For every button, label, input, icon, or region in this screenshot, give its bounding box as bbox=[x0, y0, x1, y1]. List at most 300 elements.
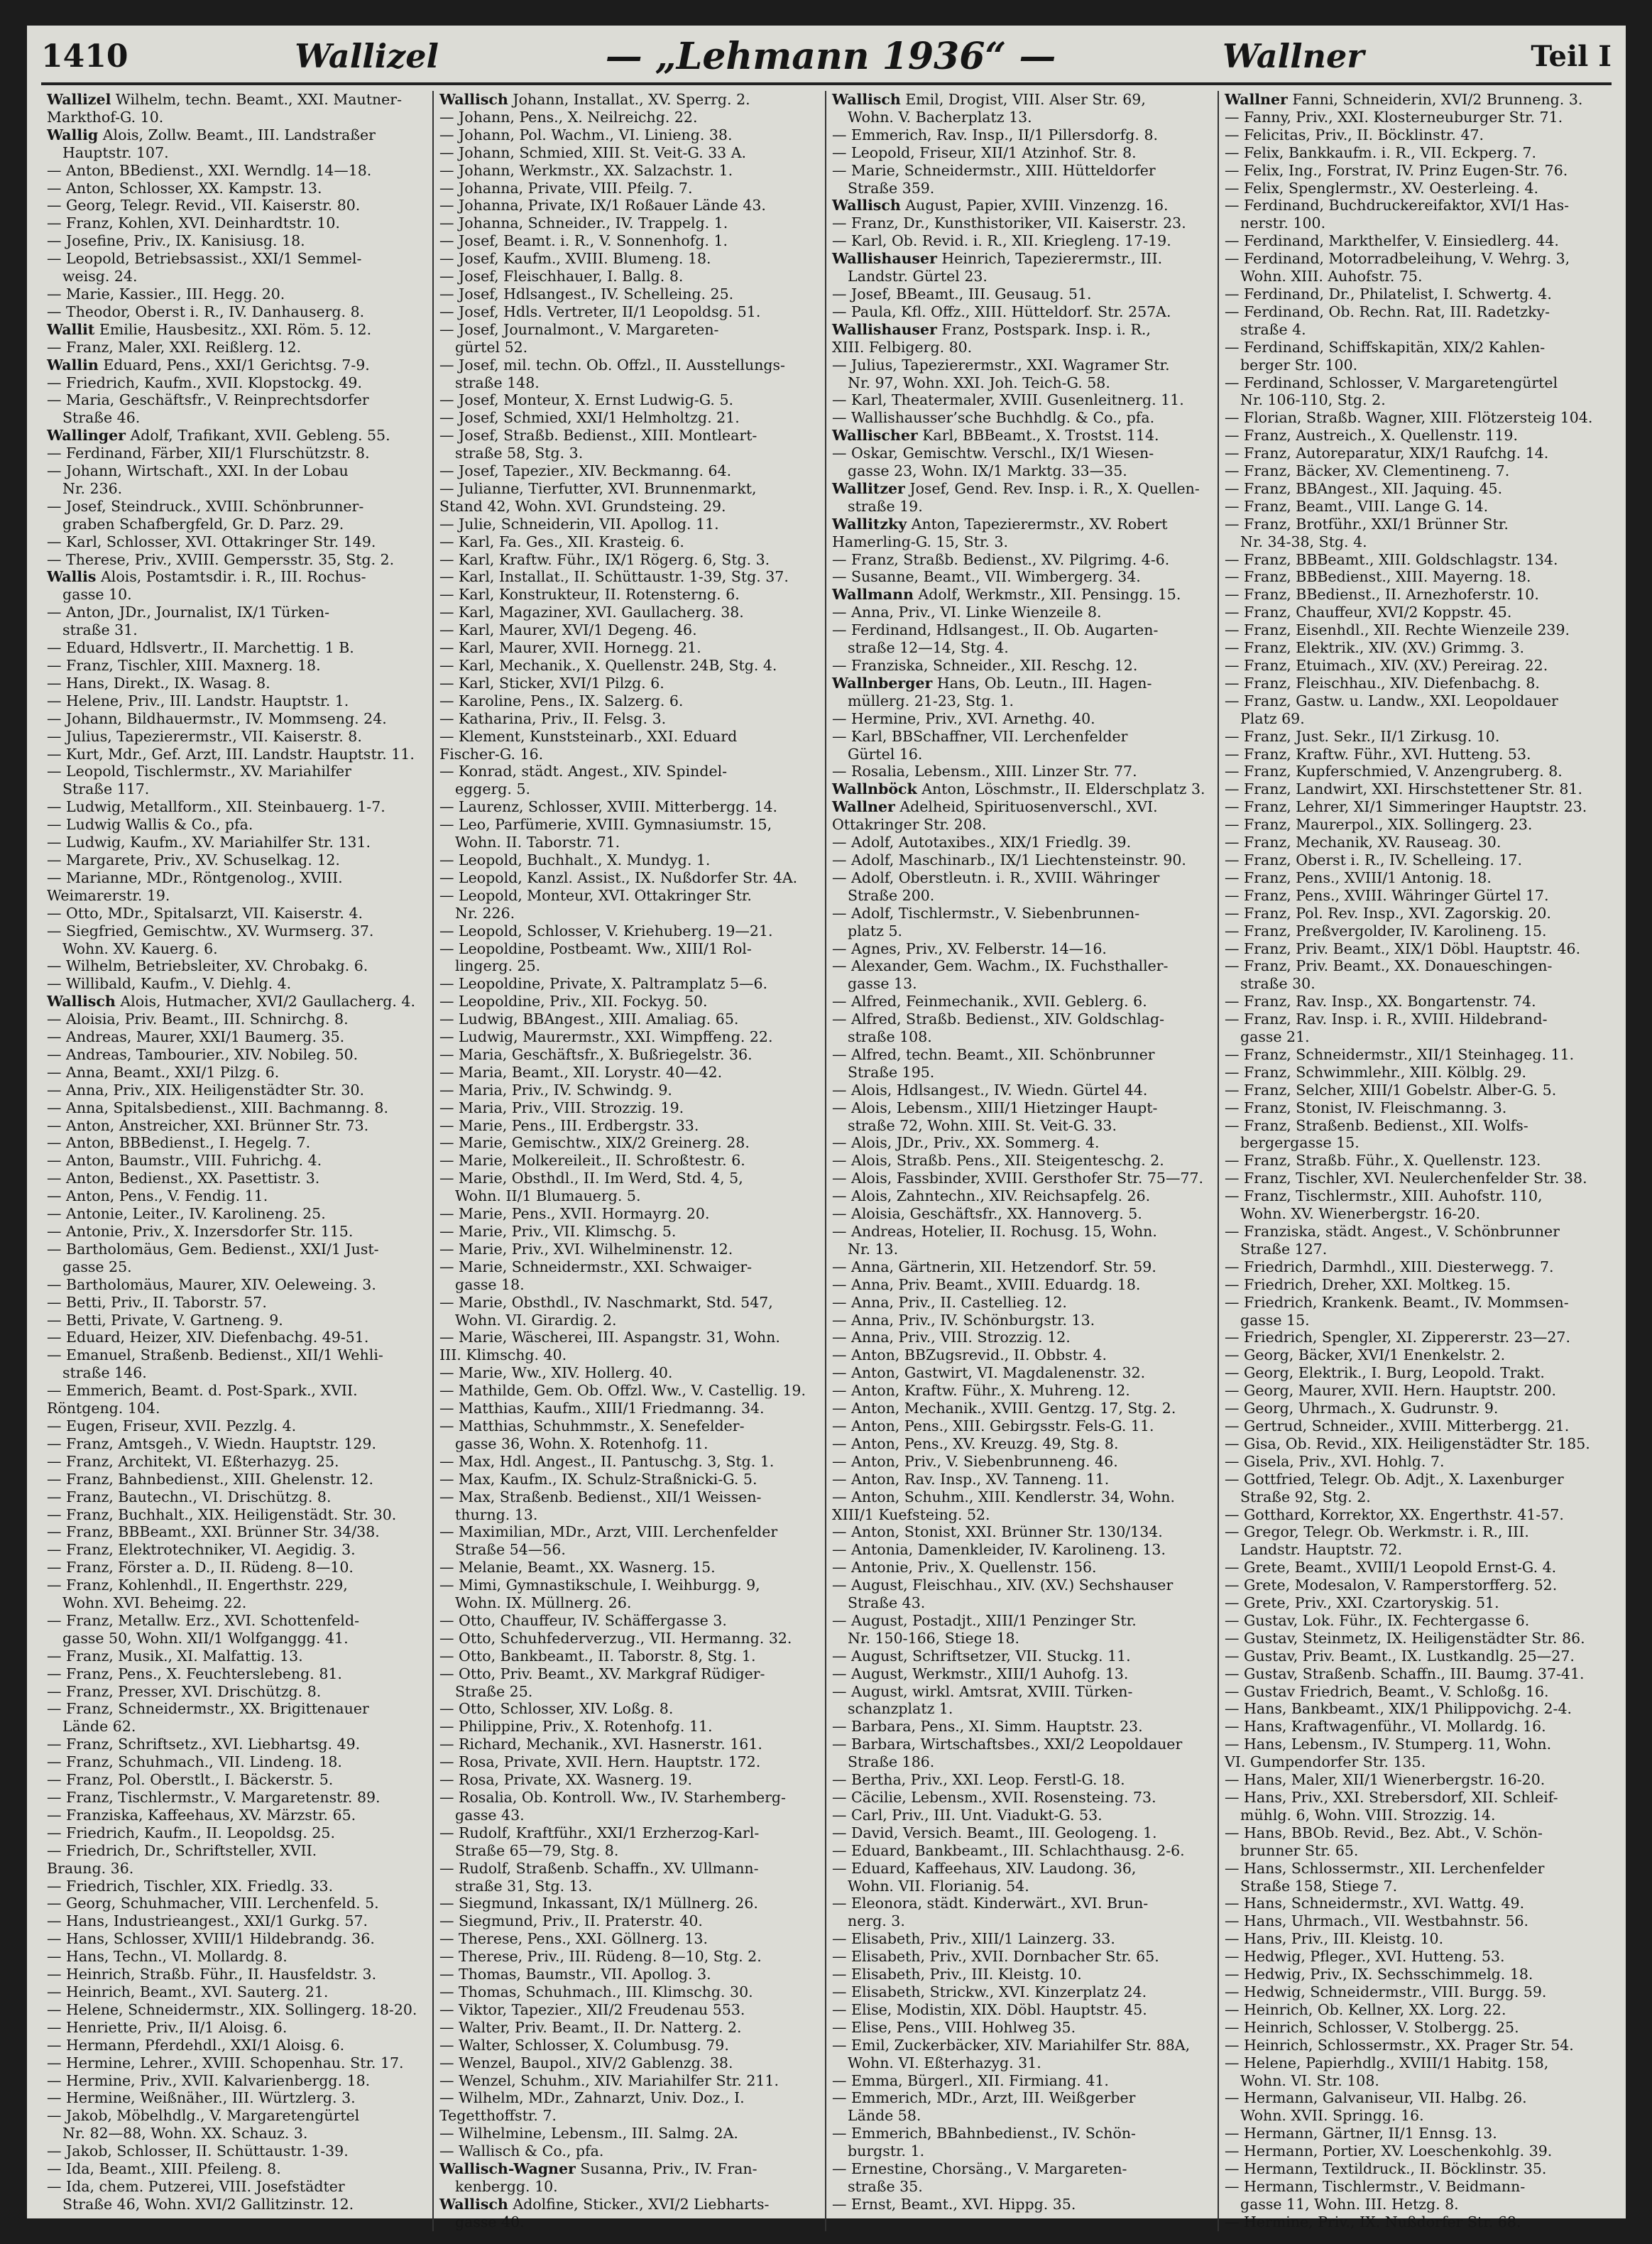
directory-entry: — Siegmund, Priv., II. Praterstr. 40. bbox=[439, 1912, 703, 1930]
directory-entry: — Karl, Fa. Ges., XII. Krasteig. 6. bbox=[439, 533, 684, 550]
directory-entry: — Maria, Geschäftsfr., V. Reinprechtsdorfer bbox=[47, 391, 369, 409]
directory-entry: — Agnes, Priv., XV. Felberstr. 14—16. bbox=[832, 939, 1107, 957]
directory-entry: Wallizel Wilhelm, techn. Beamt., XXI. Mautner- bbox=[47, 91, 403, 108]
directory-entry: Nr. 82—88, Wohn. XX. Schauz. 3. bbox=[62, 2125, 308, 2142]
directory-entry: — Franz, Architekt, VI. Eßterhazyg. 25. bbox=[47, 1452, 339, 1470]
directory-entry: — Alfred, Straßb. Bedienst., XIV. Goldschlag- bbox=[832, 1011, 1165, 1028]
directory-entry: — Ernst, Beamt., XVI. Hippg. 35. bbox=[832, 2195, 1076, 2213]
directory-entry: — Susanne, Beamt., VII. Wimbergerg. 34. bbox=[832, 568, 1141, 586]
directory-entry: — Grete, Priv., XXI. Czartoryskig. 51. bbox=[1225, 1594, 1499, 1612]
directory-entry: — Elisabeth, Priv., III. Kleistg. 10. bbox=[832, 1966, 1082, 1983]
directory-entry: — Anton, Kraftw. Führ., X. Muhreng. 12. bbox=[832, 1382, 1130, 1400]
directory-entry: — Adolf, Tischlermstr., V. Siebenbrunnen- bbox=[832, 904, 1140, 922]
directory-entry: — Leopold, Buchhalt., X. Mundyg. 1. bbox=[439, 851, 711, 868]
column-1 bbox=[41, 91, 434, 2231]
directory-entry: — Georg, Bäcker, XVI/1 Enenkelstr. 2. bbox=[1225, 1346, 1506, 1364]
directory-entry: — Eleonora, städt. Kinderwärt., XVI. Brun- bbox=[832, 1895, 1149, 1912]
directory-entry: — Siegfried, Gemischtw., XV. Wurmserg. 37. bbox=[47, 922, 374, 939]
directory-entry: — Franz, BBBeamt., XIII. Goldschlagstr. 134. bbox=[1225, 550, 1558, 568]
directory-entry: straße 108. bbox=[848, 1028, 932, 1046]
directory-entry: — Hans, Direkt., IX. Wasag. 8. bbox=[47, 674, 270, 692]
directory-entry: — Josef, Beamt. i. R., V. Sonnenhofg. 1. bbox=[439, 232, 728, 250]
directory-entry: — Karl, Konstrukteur, II. Rotensterng. 6. bbox=[439, 586, 740, 604]
directory-entry: — Julius, Tapezierermstr., XXI. Wagramer Str. bbox=[832, 356, 1170, 374]
directory-entry: — Alois, JDr., Priv., XX. Sommerg. 4. bbox=[832, 1134, 1100, 1152]
directory-entry: — Franz, Kohlenhdl., II. Engerthstr. 229, bbox=[47, 1576, 348, 1594]
directory-entry: — Marie, Gemischtw., XIX/2 Greinerg. 28. bbox=[439, 1134, 750, 1152]
directory-entry: — Anna, Priv., VI. Linke Wienzeile 8. bbox=[832, 604, 1102, 621]
directory-entry: — Ferdinand, Buchdruckereifaktor, XVI/1 Has- bbox=[1225, 197, 1570, 214]
directory-entry: — Margarete, Priv., XV. Schuselkag. 12. bbox=[47, 851, 340, 868]
directory-entry: — Elisabeth, Priv., XVII. Dornbacher Str. 65. bbox=[832, 1948, 1159, 1966]
directory-entry: platz 5. bbox=[848, 922, 903, 939]
directory-entry: — Paula, Kfl. Offz., XIII. Hütteldorf. Str. 257A. bbox=[832, 303, 1171, 320]
directory-entry: Lände 58. bbox=[848, 2107, 921, 2125]
directory-entry: — Viktor, Tapezier., XII/2 Freudenau 553. bbox=[439, 2000, 745, 2018]
directory-entry: — Mathilde, Gem. Ob. Offzl. Ww., V. Castellig. 19. bbox=[439, 1382, 806, 1400]
directory-entry: — Franz, Metallw. Erz., XVI. Schottenfeld- bbox=[47, 1611, 359, 1629]
directory-entry: — August, wirkl. Amtsrat, XVIII. Türken- bbox=[832, 1682, 1133, 1700]
directory-page bbox=[27, 26, 1626, 2231]
directory-entry: — Georg, Uhrmach., X. Gudrunstr. 9. bbox=[1225, 1400, 1499, 1417]
directory-entry: schanzplatz 1. bbox=[848, 1700, 953, 1718]
directory-entry: — Willibald, Kaufm., V. Diehlg. 4. bbox=[47, 975, 292, 993]
directory-entry: gasse 40. bbox=[455, 2213, 525, 2231]
directory-entry: — Elise, Pens., VIII. Hohlweg 35. bbox=[832, 2018, 1076, 2036]
entry-columns bbox=[41, 91, 1612, 2231]
directory-entry: — Emmerich, Beamt. d. Post-Spark., XVII. bbox=[47, 1382, 358, 1400]
directory-entry: — Franz, Kupferschmied, V. Anzengruberg. 8. bbox=[1225, 763, 1563, 780]
directory-entry: Straße 46. bbox=[62, 409, 141, 427]
directory-entry: — Gisa, Ob. Revid., XIX. Heiligenstädter Str. 185. bbox=[1225, 1434, 1590, 1452]
directory-entry: — Josef, BBeamt., III. Geusaug. 51. bbox=[832, 285, 1092, 303]
directory-entry: — Josef, Monteur, X. Ernst Ludwig-G. 5. bbox=[439, 391, 734, 409]
directory-entry: — Franz, Pol. Rev. Insp., XVI. Zagorskig. 20. bbox=[1225, 904, 1551, 922]
directory-entry: — Heinrich, Straßb. Führ., II. Hausfeldstr. 3. bbox=[47, 1966, 377, 1983]
directory-entry: — Friedrich, Dreher, XXI. Moltkeg. 15. bbox=[1225, 1275, 1511, 1293]
directory-entry: Wallitzer Josef, Gend. Rev. Insp. i. R., X. Quellen- bbox=[832, 479, 1200, 497]
directory-entry: — Heinrich, Schlossermstr., XX. Prager Str. 54. bbox=[1225, 2036, 1574, 2054]
directory-entry: — Cäcilie, Lebensm., XVII. Rosensteing. 73. bbox=[832, 1789, 1156, 1806]
directory-entry: — Bartholomäus, Gem. Bedienst., XXI/1 Just- bbox=[47, 1240, 379, 1258]
directory-entry: — Wilhelm, MDr., Zahnarzt, Univ. Doz., I. bbox=[439, 2089, 745, 2107]
directory-entry: — Ludwig, BBAngest., XIII. Amaliag. 65. bbox=[439, 1011, 739, 1028]
directory-entry: Straße 92, Stg. 2. bbox=[1240, 1488, 1371, 1505]
directory-entry: straße 72, Wohn. XIII. St. Veit-G. 33. bbox=[848, 1116, 1117, 1134]
directory-entry: — Leopold, Kanzl. Assist., IX. Nußdorfer Str. 4A. bbox=[439, 868, 798, 886]
directory-entry: — Max, Hdl. Angest., II. Pantuschg. 3, Stg. 1. bbox=[439, 1452, 775, 1470]
directory-entry: — Max, Straßenb. Bedienst., XII/1 Weissen- bbox=[439, 1488, 762, 1505]
directory-entry: — Max, Kaufm., IX. Schulz-Straßnicki-G. 5. bbox=[439, 1470, 757, 1488]
directory-entry: — Franz, Maurerpol., XIX. Sollingerg. 23. bbox=[1225, 816, 1533, 834]
directory-entry: Wohn. XV. Kauerg. 6. bbox=[62, 939, 218, 957]
directory-entry: gürtel 52. bbox=[455, 338, 528, 356]
directory-entry: Wallisch Emil, Drogist, VIII. Alser Str. 69, bbox=[832, 91, 1146, 108]
directory-entry: — Anton, Stonist, XXI. Brünner Str. 130/134. bbox=[832, 1523, 1163, 1541]
directory-entry: straße 30. bbox=[1240, 975, 1315, 993]
directory-entry: — Hedwig, Schneidermstr., VIII. Burgg. 59. bbox=[1225, 1983, 1547, 2000]
directory-entry: — Hermine, Priv., XVII. Kalvarienbergg. 18. bbox=[47, 2071, 371, 2089]
directory-entry: — Franz, Schneidermstr., XX. Brigittenauer bbox=[47, 1700, 369, 1718]
directory-entry: — Anna, Spitalsbedienst., XIII. Bachmanng. 8. bbox=[47, 1099, 388, 1116]
directory-entry: gasse 10. bbox=[62, 586, 132, 604]
directory-entry: Tegetthoffstr. 7. bbox=[439, 2107, 557, 2125]
directory-entry: Wallisch August, Papier, XVIII. Vinzenzg. 16. bbox=[832, 197, 1169, 214]
directory-entry: — Maria, Geschäftsfr., X. Bußriegelstr. 36. bbox=[439, 1045, 753, 1063]
directory-entry: — Alexander, Gem. Wachm., IX. Fuchsthaller- bbox=[832, 957, 1169, 975]
directory-entry: Wallisch Johann, Installat., XV. Sperrg. 2. bbox=[439, 91, 750, 108]
directory-entry: — Maria, Beamt., XII. Lorystr. 40—42. bbox=[439, 1063, 723, 1081]
directory-entry: gasse 43. bbox=[455, 1806, 525, 1824]
directory-entry: — Siegmund, Inkassant, IX/1 Müllnerg. 26. bbox=[439, 1895, 758, 1912]
directory-entry: — August, Werkmstr., XIII/1 Auhofg. 13. bbox=[832, 1665, 1129, 1682]
directory-entry: — Josef, Hdlsangest., IV. Schelleing. 25. bbox=[439, 285, 734, 303]
directory-entry: — Franz, Schwimmlehr., XIII. Kölblg. 29. bbox=[1225, 1063, 1527, 1081]
directory-entry: — Anna, Priv., VIII. Strozzig. 12. bbox=[832, 1329, 1071, 1346]
directory-entry: — Anton, Gastwirt, VI. Magdalenenstr. 32. bbox=[832, 1364, 1146, 1382]
directory-entry: — Antonia, Damenkleider, IV. Karolineng. 13. bbox=[832, 1541, 1166, 1559]
directory-entry: Landstr. Gürtel 23. bbox=[848, 268, 988, 285]
directory-entry: XIII/1 Kuefsteing. 52. bbox=[832, 1505, 990, 1523]
directory-entry: — Franz, Straßb. Führ., X. Quellenstr. 123. bbox=[1225, 1152, 1541, 1170]
directory-entry: — Elisabeth, Priv., XIII/1 Lainzerg. 33. bbox=[832, 1930, 1115, 1948]
directory-entry: Wohn. XV. Wienerbergstr. 16-20. bbox=[1240, 1205, 1480, 1223]
directory-entry: — Franz, Selcher, XIII/1 Gobelstr. Alber-G. 5. bbox=[1225, 1081, 1557, 1099]
directory-entry: — Friedrich, Tischler, XIX. Friedlg. 33. bbox=[47, 1877, 334, 1895]
directory-entry: — Franz, Chauffeur, XVI/2 Koppstr. 45. bbox=[1225, 604, 1512, 621]
directory-entry: — Thomas, Schuhmach., III. Klimschg. 30. bbox=[439, 1983, 753, 2000]
directory-entry: — Alois, Hdlsangest., IV. Wiedn. Gürtel 44. bbox=[832, 1081, 1148, 1099]
directory-entry: — Karl, Installat., II. Schüttaustr. 1-39, Stg. 37. bbox=[439, 568, 789, 586]
directory-entry: — Franz, Tischlermstr., V. Margaretenstr. 89. bbox=[47, 1789, 381, 1806]
directory-entry: — Barbara, Pens., XI. Simm. Hauptstr. 23. bbox=[832, 1718, 1143, 1736]
directory-entry: eggerg. 5. bbox=[455, 780, 531, 798]
directory-entry: Wallitzky Anton, Tapezierermstr., XV. Robert bbox=[832, 515, 1168, 533]
directory-entry: — Rosa, Private, XX. Wasnerg. 19. bbox=[439, 1771, 693, 1789]
directory-entry: — Hermine, Weißnäher., III. Würtzlerg. 3. bbox=[47, 2089, 356, 2107]
directory-entry: — Marianne, MDr., Röntgenolog., XVIII. bbox=[47, 868, 343, 886]
directory-entry: Landstr. Hauptstr. 72. bbox=[1240, 1541, 1403, 1559]
directory-entry: gasse 11, Wohn. III. Hetzg. 8. bbox=[1240, 2195, 1459, 2213]
directory-entry: Wallis Alois, Postamtsdir. i. R., III. Rochus- bbox=[47, 568, 366, 586]
directory-entry: Wallner Adelheid, Spirituosenverschl., XVI. bbox=[832, 798, 1158, 816]
directory-entry: — Franz, Straßenb. Bedienst., XII. Wolfs- bbox=[1225, 1116, 1528, 1134]
directory-entry: — Hans, BBOb. Revid., Bez. Abt., V. Schön- bbox=[1225, 1824, 1543, 1841]
directory-entry: — Ida, chem. Putzerei, VIII. Josefstädter bbox=[47, 2177, 345, 2195]
directory-entry: — Alfred, techn. Beamt., XII. Schönbrunner bbox=[832, 1045, 1155, 1063]
directory-entry: — Anton, Pens., XIII. Gebirgsstr. Fels-G. 11. bbox=[832, 1417, 1154, 1434]
directory-entry: Ottakringer Str. 208. bbox=[832, 816, 987, 834]
directory-entry: — Helene, Schneidermstr., XIX. Sollingerg. 18-20. bbox=[47, 2000, 417, 2018]
directory-entry: — Marie, Priv., VII. Klimschg. 5. bbox=[439, 1223, 677, 1240]
directory-entry: Straße 46, Wohn. XVI/2 Gallitzinstr. 12. bbox=[62, 2195, 354, 2213]
directory-entry: Nr. 106-110, Stg. 2. bbox=[1240, 391, 1386, 409]
directory-entry: — Franz, Bahnbedienst., XIII. Ghelenstr. 12. bbox=[47, 1470, 374, 1488]
directory-entry: Wohn. VI. Str. 108. bbox=[1240, 2071, 1379, 2089]
directory-entry: — Josef, Schmied, XXI/1 Helmholtzg. 21. bbox=[439, 409, 740, 427]
directory-entry: Fischer-G. 16. bbox=[439, 745, 544, 763]
directory-entry: — Wilhelmine, Lebensm., III. Salmg. 2A. bbox=[439, 2125, 738, 2142]
directory-entry: — Alfred, Feinmechanik., XVII. Geblerg. 6. bbox=[832, 993, 1147, 1011]
directory-entry: — David, Versich. Beamt., III. Geologeng. 1. bbox=[832, 1824, 1157, 1841]
directory-entry: straße 4. bbox=[1240, 320, 1306, 338]
directory-entry: — Franz, Pol. Oberstlt., I. Bäckerstr. 5. bbox=[47, 1771, 334, 1789]
directory-entry: — Franz, Kohlen, XVI. Deinhardtstr. 10. bbox=[47, 214, 340, 232]
directory-entry: III. Klimschg. 40. bbox=[439, 1346, 567, 1364]
directory-entry: — Rosa, Private, XVII. Hern. Hauptstr. 172. bbox=[439, 1753, 761, 1771]
directory-entry: — Helene, Papierhdlg., XVIII/1 Habitg. 158, bbox=[1225, 2054, 1549, 2071]
header-rule bbox=[41, 82, 1612, 85]
directory-entry: — Georg, Maurer, XVII. Hern. Hauptstr. 200. bbox=[1225, 1382, 1557, 1400]
directory-entry: — Marie, Kassier., III. Hegg. 20. bbox=[47, 285, 285, 303]
directory-entry: — Walter, Schlosser, X. Columbusg. 79. bbox=[439, 2036, 729, 2054]
directory-entry: — Emmerich, Rav. Insp., II/1 Pillersdorfg. 8. bbox=[832, 126, 1159, 143]
directory-entry: gasse 25. bbox=[62, 1258, 132, 1275]
directory-entry: — Franz, Bautechn., VI. Drischützg. 8. bbox=[47, 1488, 332, 1505]
directory-entry: — Thomas, Baumstr., VII. Apollog. 3. bbox=[439, 1966, 711, 1983]
directory-entry: — Marie, Ww., XIV. Hollerg. 40. bbox=[439, 1364, 673, 1382]
directory-entry: Straße 359. bbox=[848, 179, 935, 197]
directory-entry: Wallischer Karl, BBBeamt., X. Trostst. 114. bbox=[832, 427, 1159, 445]
directory-entry: — Friedrich, Dr., Schriftsteller, XVII. bbox=[47, 1841, 317, 1859]
directory-entry: — Johanna, Private, VIII. Pfeilg. 7. bbox=[439, 179, 693, 197]
directory-entry: Wallisch Alois, Hutmacher, XVI/2 Gaullacherg. 4. bbox=[47, 993, 415, 1011]
directory-entry: — Felix, Ing., Forstrat, IV. Prinz Eugen-Str. 76. bbox=[1225, 161, 1568, 179]
directory-entry: — Otto, Schlosser, XIV. Loßg. 8. bbox=[439, 1700, 674, 1718]
directory-entry: — Katharina, Priv., II. Felsg. 3. bbox=[439, 709, 667, 727]
directory-entry: — Otto, Bankbeamt., II. Taborstr. 8, Stg. 1. bbox=[439, 1647, 756, 1665]
directory-entry: — Kurt, Mdr., Gef. Arzt, III. Landstr. Hauptstr. 11. bbox=[47, 745, 415, 763]
directory-entry: burgstr. 1. bbox=[848, 2142, 925, 2160]
directory-entry: — Therese, Priv., XVIII. Gempersstr. 35, Stg. 2. bbox=[47, 550, 395, 568]
directory-entry: — Therese, Pens., XXI. Göllnerg. 13. bbox=[439, 1930, 708, 1948]
directory-entry: — Hans, Maler, XII/1 Wienerbergstr. 16-20. bbox=[1225, 1771, 1546, 1789]
directory-entry: — Franz, Musik., XI. Malfattig. 13. bbox=[47, 1647, 303, 1665]
directory-entry: — Hermann, Gärtner, II/1 Ennsg. 13. bbox=[1225, 2125, 1497, 2142]
directory-entry: — Franziska, städt. Angest., V. Schönbrunner bbox=[1225, 1223, 1560, 1240]
directory-entry: — Hans, Schlosser, XVIII/1 Hildebrandg. 36. bbox=[47, 1930, 375, 1948]
directory-entry: — Gertrud, Schneider., XVIII. Mitterbergg. 21. bbox=[1225, 1417, 1570, 1434]
directory-entry: straße 12—14, Stg. 4. bbox=[848, 639, 1009, 657]
directory-entry: — Franz, Presser, XVI. Drischützg. 8. bbox=[47, 1682, 322, 1700]
directory-entry: Wohn. XIII. Auhofstr. 75. bbox=[1240, 268, 1423, 285]
directory-entry: — Leopold, Schlosser, V. Kriehuberg. 19—21. bbox=[439, 922, 773, 939]
directory-entry: — Antonie, Priv., X. Inzersdorfer Str. 115. bbox=[47, 1223, 354, 1240]
directory-entry: — Matthias, Schuhmmstr., X. Senefelder- bbox=[439, 1417, 745, 1434]
directory-entry: — Aloisia, Priv. Beamt., III. Schnirchg. 8. bbox=[47, 1011, 349, 1028]
directory-entry: — Maria, Priv., IV. Schwindg. 9. bbox=[439, 1081, 672, 1099]
directory-entry: — Alois, Lebensm., XIII/1 Hietzinger Haupt- bbox=[832, 1099, 1158, 1116]
directory-entry: lingerg. 25. bbox=[455, 957, 541, 975]
directory-entry: — Ida, Beamt., XIII. Pfeileng. 8. bbox=[47, 2160, 281, 2178]
directory-entry: — Leopold, Tischlermstr., XV. Mariahilfer bbox=[47, 763, 351, 780]
directory-entry: gasse 15. bbox=[1240, 1311, 1310, 1329]
directory-entry: — Anton, BBBedienst., I. Hegelg. 7. bbox=[47, 1134, 311, 1152]
directory-entry: Weimarerstr. 19. bbox=[47, 886, 170, 904]
directory-entry: — Johann, Wirtschaft., XXI. In der Lobau bbox=[47, 462, 349, 480]
directory-entry: — Otto, Priv. Beamt., XV. Markgraf Rüdiger- bbox=[439, 1665, 765, 1682]
directory-entry: Wohn. XVI. Beheimg. 22. bbox=[62, 1594, 247, 1612]
directory-entry: Wohn. VI. Girardig. 2. bbox=[455, 1311, 617, 1329]
directory-entry: — Franz, BBedienst., II. Arnezhoferstr. 10. bbox=[1225, 586, 1539, 604]
directory-entry: — Karl, Schlosser, XVI. Ottakringer Str. 149. bbox=[47, 533, 376, 550]
directory-entry: — Franz, BBBeamt., XXI. Brünner Str. 34/38. bbox=[47, 1523, 380, 1541]
directory-entry: — Marie, Obsthdl., IV. Naschmarkt, Std. 547, bbox=[439, 1293, 773, 1311]
directory-entry: — Hermann, Portier, XV. Loeschenkohlg. 39. bbox=[1225, 2142, 1553, 2160]
directory-entry: straße 146. bbox=[62, 1364, 147, 1382]
directory-entry: — Anton, BBZugsrevid., II. Obbstr. 4. bbox=[832, 1346, 1107, 1364]
directory-entry: — Wenzel, Baupol., XIV/2 Gablenzg. 38. bbox=[439, 2054, 733, 2071]
right-guide-word: Wallner bbox=[1222, 37, 1364, 75]
directory-entry: müllerg. 21-23, Stg. 1. bbox=[848, 692, 1014, 709]
directory-entry: Nr. 236. bbox=[62, 479, 123, 497]
directory-entry: — Henriette, Priv., II/1 Aloisg. 6. bbox=[47, 2018, 288, 2036]
directory-entry: Wallmann Adolf, Werkmstr., XII. Pensingg. 15. bbox=[832, 586, 1181, 604]
directory-entry: mühlg. 6, Wohn. VIII. Strozzig. 14. bbox=[1240, 1806, 1496, 1824]
directory-entry: — Grete, Modesalon, V. Ramperstorfferg. 52. bbox=[1225, 1576, 1558, 1594]
directory-entry: — Karl, Magaziner, XVI. Gaullacherg. 38. bbox=[439, 604, 744, 621]
directory-entry: — Karl, Sticker, XVI/1 Pilzg. 6. bbox=[439, 674, 664, 692]
directory-entry: Röntgeng. 104. bbox=[47, 1400, 160, 1417]
directory-entry: Wohn. VII. Florianig. 54. bbox=[848, 1877, 1029, 1895]
directory-entry: — Alois, Straßb. Pens., XII. Steigenteschg. 2. bbox=[832, 1152, 1164, 1170]
directory-entry: Straße 200. bbox=[848, 886, 935, 904]
page-header bbox=[41, 34, 1612, 78]
directory-entry: — Julianne, Tierfutter, XVI. Brunnenmarkt, bbox=[439, 479, 757, 497]
directory-entry: — Wenzel, Schuhm., XIV. Mariahilfer Str. 211. bbox=[439, 2071, 779, 2089]
directory-entry: Stand 42, Wohn. XVI. Grundsteing. 29. bbox=[439, 497, 726, 515]
directory-entry: — Hans, Schlossermstr., XII. Lerchenfelder bbox=[1225, 1859, 1545, 1877]
directory-entry: — Karl, Maurer, XVII. Hornegg. 21. bbox=[439, 639, 701, 657]
directory-entry: — Hedwig, Pfleger., XVI. Hutteng. 53. bbox=[1225, 1948, 1505, 1966]
column-3 bbox=[826, 91, 1219, 2231]
directory-entry: — Johann, Pol. Wachm., VI. Linieng. 38. bbox=[439, 126, 733, 143]
directory-entry: — Leopold, Monteur, XVI. Ottakringer Str. bbox=[439, 886, 752, 904]
directory-entry: Nr. 97, Wohn. XXI. Joh. Teich-G. 58. bbox=[848, 374, 1110, 391]
directory-entry: — Franz, Straßb. Bedienst., XV. Pilgrimg. 4-6. bbox=[832, 550, 1170, 568]
directory-entry: — Eduard, Bankbeamt., III. Schlachthausg. 2-6. bbox=[832, 1841, 1185, 1859]
directory-entry: — Gotthard, Korrektor, XX. Engerthstr. 41-57. bbox=[1225, 1505, 1564, 1523]
directory-entry: — Karl, Mechanik., X. Quellenstr. 24B, Stg. 4. bbox=[439, 657, 777, 674]
directory-entry: — Franz, Oberst i. R., IV. Schelleing. 17. bbox=[1225, 851, 1522, 868]
directory-entry: — Marie, Obsthdl., II. Im Werd, Std. 4, 5, bbox=[439, 1170, 743, 1187]
directory-entry: bergergasse 15. bbox=[1240, 1134, 1360, 1152]
directory-entry: gasse 18. bbox=[455, 1275, 525, 1293]
directory-entry: Wallisch Adolfine, Sticker., XVI/2 Liebharts- bbox=[439, 2195, 770, 2213]
directory-entry: — Franz, Austreich., X. Quellenstr. 119. bbox=[1225, 427, 1518, 445]
directory-entry: — Hermine, Priv., XVI. Arnethg. 40. bbox=[832, 709, 1095, 727]
directory-entry: — Emil, Zuckerbäcker, XIV. Mariahilfer Str. 88A, bbox=[832, 2036, 1191, 2054]
directory-entry: — Franz, Lehrer, XI/1 Simmeringer Hauptstr. 23. bbox=[1225, 798, 1587, 816]
directory-entry: — Emma, Bürgerl., XII. Firmiang. 41. bbox=[832, 2071, 1109, 2089]
directory-entry: — Ferdinand, Markthelfer, V. Einsiedlerg. 44. bbox=[1225, 232, 1559, 250]
directory-entry: — Josef, Tapezier., XIV. Beckmanng. 64. bbox=[439, 462, 732, 480]
directory-entry: — Johann, Pens., X. Neilreichg. 22. bbox=[439, 108, 698, 126]
directory-entry: Hamerling-G. 15, Str. 3. bbox=[832, 533, 1009, 550]
directory-entry: — Hermann, Tischlermstr., V. Beidmann- bbox=[1225, 2177, 1526, 2195]
directory-entry: straße 19. bbox=[848, 497, 923, 515]
left-guide-word: Wallizel bbox=[295, 37, 439, 75]
directory-entry: Wohn. II/1 Blumauerg. 5. bbox=[455, 1187, 641, 1205]
directory-entry: — Leopold, Betriebsassist., XXI/1 Semmel- bbox=[47, 250, 362, 268]
directory-entry: Straße 54—56. bbox=[455, 1541, 566, 1559]
directory-entry: — Georg, Elektrik., I. Burg, Leopold. Trakt. bbox=[1225, 1364, 1545, 1382]
directory-entry: — Franz, Rav. Insp., XX. Bongartenstr. 74. bbox=[1225, 993, 1536, 1011]
directory-entry: — Karl, Theatermaler, XVIII. Gusenleitnerg. 11. bbox=[832, 391, 1184, 409]
directory-entry: — Franz, Bäcker, XV. Clementineng. 7. bbox=[1225, 462, 1510, 480]
page-number: 1410 bbox=[41, 38, 128, 75]
directory-entry: — Hans, Schneidermstr., XVI. Wattg. 49. bbox=[1225, 1895, 1525, 1912]
directory-entry: Straße 195. bbox=[848, 1063, 935, 1081]
directory-entry: — Franz, Brotführ., XXI/1 Brünner Str. bbox=[1225, 515, 1509, 533]
directory-entry: — Ferdinand, Schiffskapitän, XIX/2 Kahlen- bbox=[1225, 338, 1546, 356]
directory-entry: nerg. 3. bbox=[848, 1912, 905, 1930]
directory-entry: — Hermann, Galvaniseur, VII. Halbg. 26. bbox=[1225, 2089, 1527, 2107]
directory-entry: — Gustav, Priv. Beamt., IX. Lustkandlg. 25—27. bbox=[1225, 1647, 1575, 1665]
directory-entry: Wallisch-Wagner Susanna, Priv., IV. Fran- bbox=[439, 2160, 757, 2178]
directory-entry: — Anna, Beamt., XXI/1 Pilzg. 6. bbox=[47, 1063, 280, 1081]
directory-entry: Straße 25. bbox=[455, 1682, 533, 1700]
directory-entry: — Leopoldine, Private, X. Paltramplatz 5—6. bbox=[439, 975, 768, 993]
directory-entry: — Karl, Maurer, XVI/1 Degeng. 46. bbox=[439, 621, 697, 639]
directory-entry: Straße 43. bbox=[848, 1594, 926, 1612]
directory-entry: — Betti, Private, V. Gartneng. 9. bbox=[47, 1311, 283, 1329]
column-4 bbox=[1219, 91, 1612, 2231]
directory-entry: — Anton, Pens., V. Fendig. 11. bbox=[47, 1187, 268, 1205]
directory-entry: — Heinrich, Ob. Kellner, XX. Lorg. 22. bbox=[1225, 2000, 1506, 2018]
directory-entry: — Andreas, Tambourier., XIV. Nobileg. 50. bbox=[47, 1045, 359, 1063]
directory-entry: — Felix, Spenglermstr., XV. Oesterleing. 4. bbox=[1225, 179, 1539, 197]
directory-entry: — Georg, Schuhmacher, VIII. Lerchenfeld. 5. bbox=[47, 1895, 379, 1912]
directory-entry: — Anton, Schlosser, XX. Kampstr. 13. bbox=[47, 179, 322, 197]
directory-entry: — Florian, Straßb. Wagner, XIII. Flötzersteig 104. bbox=[1225, 409, 1593, 427]
directory-entry: — Maximilian, MDr., Arzt, VIII. Lerchenfelder bbox=[439, 1523, 778, 1541]
directory-entry: — Franz, Maler, XXI. Reißlerg. 12. bbox=[47, 338, 302, 356]
directory-entry: — Gregor, Telegr. Ob. Werkmstr. i. R., III. bbox=[1225, 1523, 1529, 1541]
directory-entry: — Bertha, Priv., XXI. Leop. Ferstl-G. 18. bbox=[832, 1771, 1125, 1789]
directory-entry: — August, Fleischhau., XIV. (XV.) Sechshauser bbox=[832, 1576, 1174, 1594]
directory-entry: — Rudolf, Straßenb. Schaffn., XV. Ullmann- bbox=[439, 1859, 759, 1877]
directory-entry: Straße 186. bbox=[848, 1753, 935, 1771]
directory-entry: — Marie, Schneidermstr., XIII. Hütteldorfer bbox=[832, 161, 1156, 179]
directory-entry: — Anna, Priv., II. Castellieg. 12. bbox=[832, 1293, 1067, 1311]
directory-entry: — Marie, Priv., XVI. Wilhelminenstr. 12. bbox=[439, 1240, 733, 1258]
directory-entry: — Franz, Priv. Beamt., XX. Donaueschingen- bbox=[1225, 957, 1553, 975]
directory-entry: — Anton, Baumstr., VIII. Fuhrichg. 4. bbox=[47, 1152, 322, 1170]
directory-entry: — Leopold, Friseur, XII/1 Atzinhof. Str. 8. bbox=[832, 143, 1137, 161]
directory-entry: — Heinrich, Beamt., XVI. Sauterg. 21. bbox=[47, 1983, 329, 2000]
directory-entry: — Emmerich, MDr., Arzt, III. Weißgerber bbox=[832, 2089, 1136, 2107]
directory-entry: — Franz, Kraftw. Führ., XVI. Hutteng. 53. bbox=[1225, 745, 1531, 763]
directory-entry: gasse 23, Wohn. IX/1 Marktg. 33—35. bbox=[848, 462, 1127, 480]
directory-entry: — Leopoldine, Postbeamt. Ww., XIII/1 Rol- bbox=[439, 939, 752, 957]
directory-entry: — Anton, JDr., Journalist, IX/1 Türken- bbox=[47, 604, 329, 621]
directory-entry: thurng. 13. bbox=[455, 1505, 538, 1523]
directory-entry: — Elise, Modistin, XIX. Döbl. Hauptstr. 45. bbox=[832, 2000, 1147, 2018]
directory-entry: — Richard, Mechanik., XVI. Hasnerstr. 161. bbox=[439, 1736, 762, 1753]
directory-entry: — Franz, Rav. Insp. i. R., XVIII. Hildebrand- bbox=[1225, 1011, 1548, 1028]
directory-entry: Wallner Fanni, Schneiderin, XVI/2 Brunneng. 3. bbox=[1225, 91, 1583, 108]
directory-entry: Hauptstr. 107. bbox=[62, 143, 169, 161]
directory-entry: — Hermine, Lehrer., XVIII. Schopenhau. Str. 17. bbox=[47, 2054, 404, 2071]
directory-entry: — Leo, Parfümerie, XVIII. Gymnasiumstr. 15, bbox=[439, 816, 772, 834]
directory-entry: — Franz, Elektrotechniker, VI. Aegidig. 3. bbox=[47, 1541, 356, 1559]
directory-entry: — Bartholomäus, Maurer, XIV. Oeleweing. 3. bbox=[47, 1275, 376, 1293]
directory-entry: — Anton, Pens., XV. Kreuzg. 49, Stg. 8. bbox=[832, 1434, 1119, 1452]
directory-entry: — Marie, Wäscherei, III. Aspangstr. 31, Wohn. bbox=[439, 1329, 780, 1346]
directory-entry: — Otto, Schuhfederverzug., VII. Hermanng. 32. bbox=[439, 1629, 792, 1647]
directory-entry: — Franz, Fleischhau., XIV. Diefenbachg. 8. bbox=[1225, 674, 1540, 692]
